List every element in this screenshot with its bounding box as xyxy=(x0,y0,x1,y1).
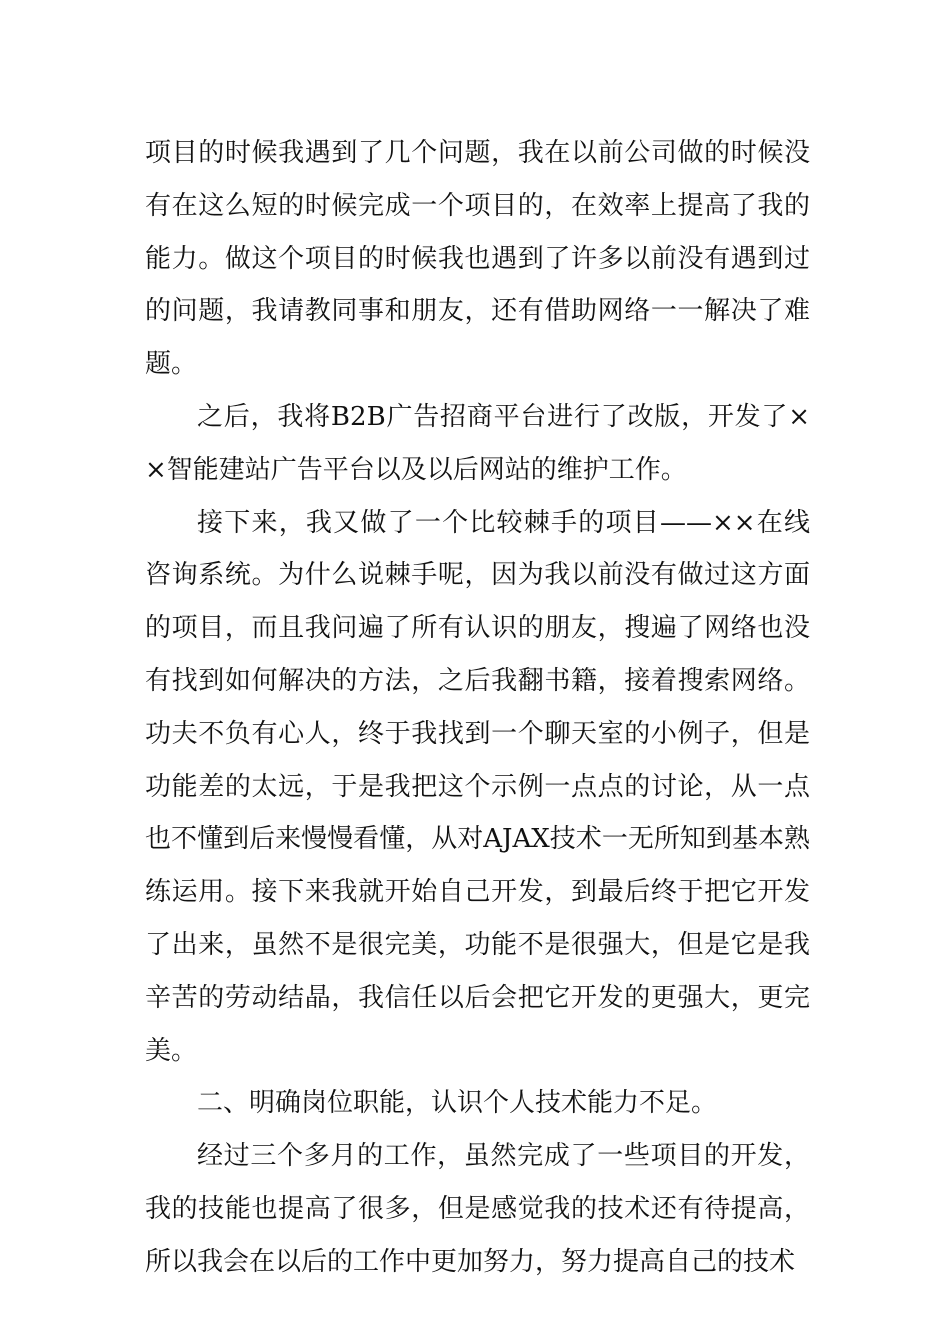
paragraph-project-problems: 项目的时候我遇到了几个问题，我在以前公司做的时候没有在这么短的时候完成一个项目的，在效率上提高了我的能力。做这个项目的时候我也遇到了许多以前没有遇到过的问题，我请教同事和朋友，还有借助网络一一解决了难题。 xyxy=(145,138,810,380)
paragraph-online-consulting-system: 接下来，我又做了一个比较棘手的项目——××在线咨询系统。为什么说棘手呢，因为我以前没有做过这方面的项目，而且我问遍了所有认识的朋友，搜遍了网络也没有找到如何解决的方法，之后我翻书籍，接着搜索网络。功夫不负有心人，终于我找到一个聊天室的小例子，但是功能差的太远，于是我把这个示例一点点的讨论，从一点也不懂到后来慢慢看懂，从对AJAX技术一无所知到基本熟练运用。接下来我就开始自己开发，到最后终于把它开发了出来，虽然不是很完美，功能不是很强大，但是它是我辛苦的劳动结晶，我信任以后会把它开发的更强大，更完美。 xyxy=(145,507,810,1066)
paragraph-b2b-redesign: 之后，我将B2B广告招商平台进行了改版，开发了××智能建站广告平台以及以后网站的维护工作。 xyxy=(145,401,810,485)
document-body xyxy=(145,127,810,1289)
section-heading-job-functions: 二、明确岗位职能，认识个人技术能力不足。 xyxy=(197,1088,718,1119)
paragraph-skill-improvement: 经过三个多月的工作，虽然完成了一些项目的开发，我的技能也提高了很多，但是感觉我的技术还有待提高，所以我会在以后的工作中更加努力，努力提高自己的技术 xyxy=(145,1141,810,1277)
